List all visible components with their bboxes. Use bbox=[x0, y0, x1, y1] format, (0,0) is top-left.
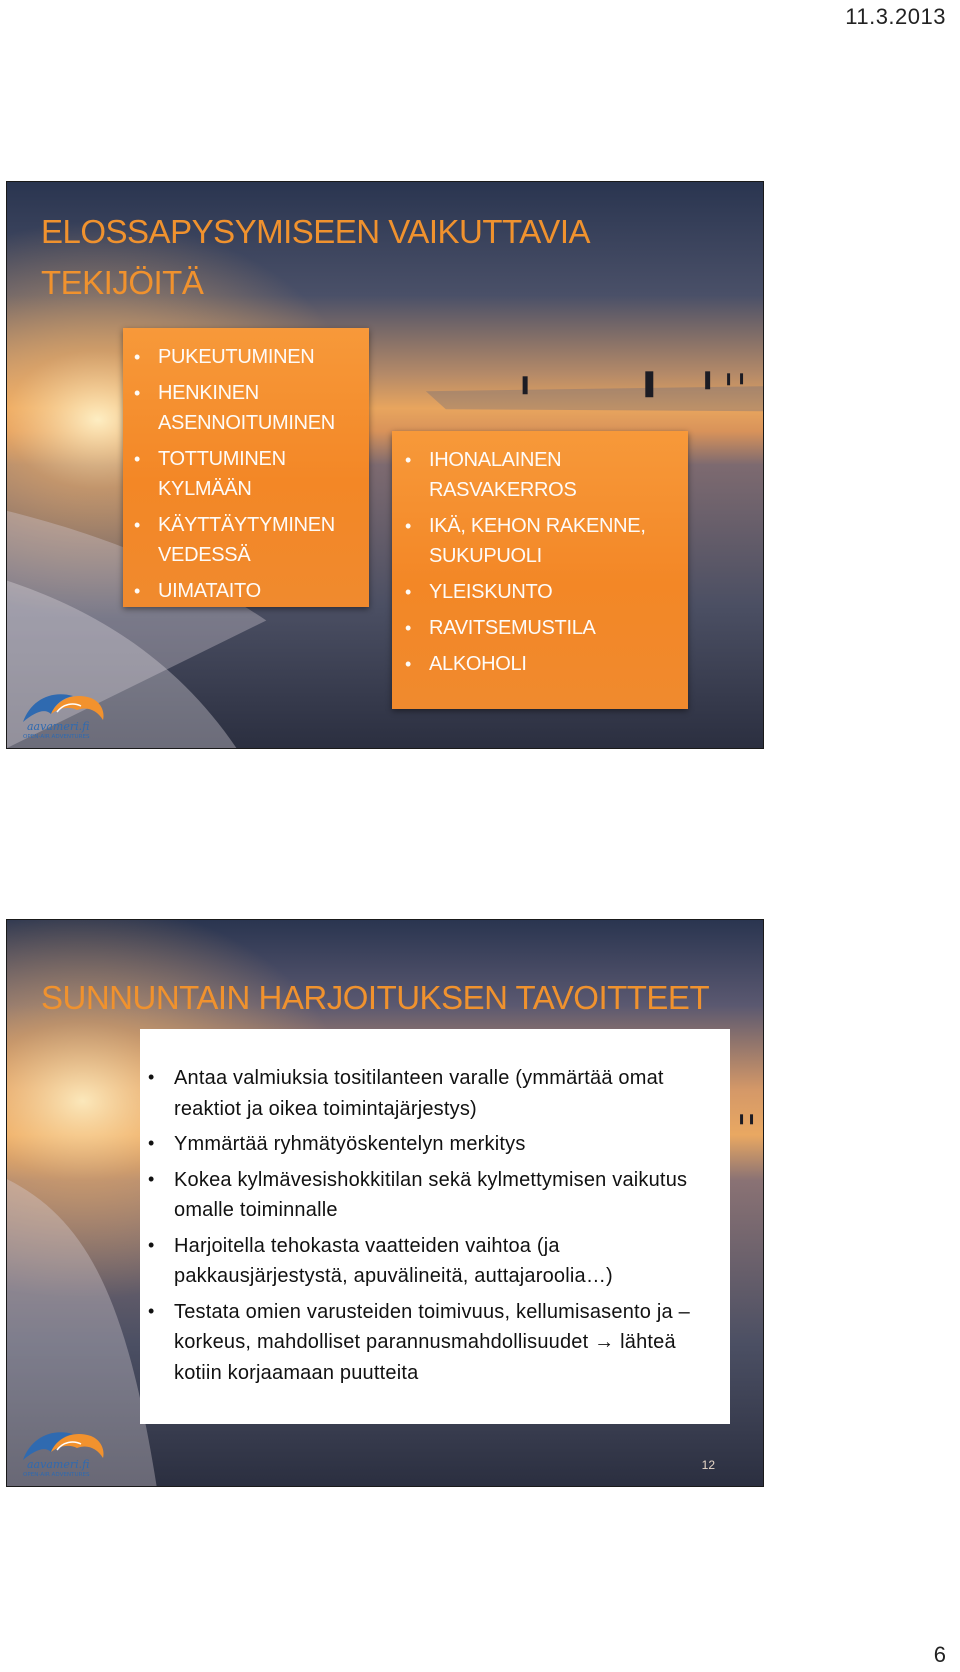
page-number: 6 bbox=[933, 1642, 946, 1667]
slide-sunnuntain-tavoitteet bbox=[6, 919, 764, 1487]
aavameri-logo bbox=[17, 1420, 107, 1478]
page-date: 11.3.2013 bbox=[845, 4, 946, 29]
list-item: • YLEISKUNTO bbox=[402, 577, 678, 607]
list-item: • ALKOHOLI bbox=[402, 649, 678, 679]
svg-text:OPEN-AIR ADVENTURES: OPEN-AIR ADVENTURES bbox=[23, 734, 90, 740]
list-item: • Testata omien varusteiden toimivuus, kellumisasento ja –korkeus, mahdolliset parannusmahdollisuudet → lähteä kotiin korjaamaan puutteita bbox=[146, 1297, 724, 1389]
slide-elossapysymiseen bbox=[6, 181, 764, 749]
svg-text:OPEN-AIR ADVENTURES: OPEN-AIR ADVENTURES bbox=[23, 1472, 90, 1478]
list-item: • Ymmärtää ryhmätyöskentelyn merkitys bbox=[146, 1129, 724, 1160]
list-item: • IHONALAINEN RASVAKERROS bbox=[402, 445, 678, 505]
factor-list-right bbox=[402, 445, 678, 679]
goals-box bbox=[140, 1029, 730, 1424]
slide-number: 12 bbox=[701, 1458, 715, 1472]
factor-box-right bbox=[392, 431, 688, 709]
goals-list bbox=[146, 1063, 724, 1388]
list-item: • TOTTUMINEN KYLMÄÄN bbox=[131, 444, 361, 504]
list-item: • HENKINEN ASENNOITUMINEN bbox=[131, 378, 361, 438]
list-item: • KÄYTTÄYTYMINEN VEDESSÄ bbox=[131, 510, 361, 570]
list-item: • Kokea kylmävesishokkitilan sekä kylmettymisen vaikutus omalle toiminnalle bbox=[146, 1165, 724, 1226]
list-item: • IKÄ, KEHON RAKENNE, SUKUPUOLI bbox=[402, 511, 678, 571]
factor-box-left bbox=[123, 328, 369, 607]
list-item: • PUKEUTUMINEN bbox=[131, 342, 361, 372]
svg-text:aavameri.fi: aavameri.fi bbox=[27, 720, 90, 733]
list-item: • UIMATAITO bbox=[131, 576, 361, 606]
list-item: • Antaa valmiuksia tositilanteen varalle (ymmärtää omat reaktiot ja oikea toimintajärjestys) bbox=[146, 1063, 724, 1124]
list-item: • Harjoitella tehokasta vaatteiden vaihtoa (ja pakkausjärjestystä, apuvälineitä, auttajaroolia…) bbox=[146, 1231, 724, 1292]
svg-text:aavameri.fi: aavameri.fi bbox=[27, 1458, 90, 1471]
list-item: • RAVITSEMUSTILA bbox=[402, 613, 678, 643]
slide-title: SUNNUNTAIN HARJOITUKSEN TAVOITTEET bbox=[41, 979, 710, 1016]
aavameri-logo bbox=[17, 682, 107, 740]
slide-title: ELOSSAPYSYMISEEN VAIKUTTAVIA TEKIJÖITÄ bbox=[41, 213, 589, 301]
factor-list-left bbox=[131, 342, 361, 606]
